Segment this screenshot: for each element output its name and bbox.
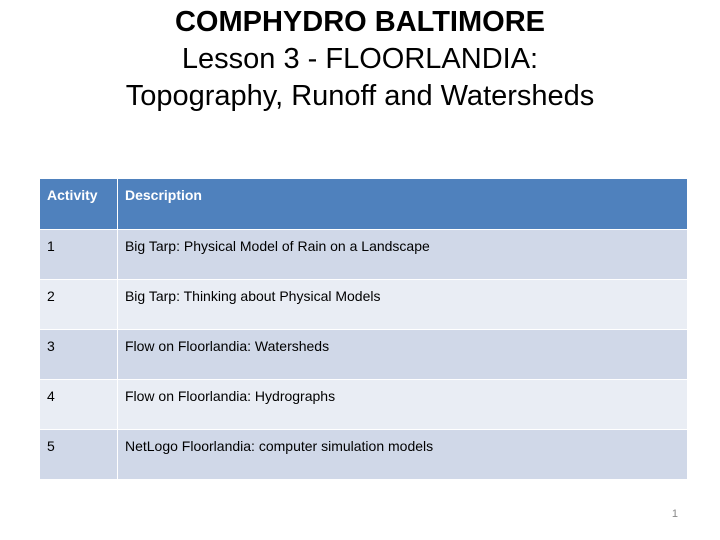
activity-description: Big Tarp: Thinking about Physical Models [117,280,687,330]
table-row [40,380,688,430]
activity-number: 1 [40,230,118,280]
title-course: COMPHYDRO BALTIMORE [174,6,545,38]
activity-number: 5 [40,430,118,480]
slide-title [0,4,720,115]
activity-description: Flow on Floorlandia: Hydrographs [117,380,687,430]
header-activity: Activity [40,179,118,230]
table-row [40,230,688,280]
title-lesson: Lesson 3 - FLOORLANDIA: [181,43,539,75]
table-row [40,280,688,330]
activity-description: Big Tarp: Physical Model of Rain on a Landscape [117,230,687,280]
table-row [40,330,688,380]
activity-number: 2 [40,280,118,330]
activity-number: 4 [40,380,118,430]
activity-description: Flow on Floorlandia: Watersheds [117,330,687,380]
title-topic: Topography, Runoff and Watersheds [125,80,595,112]
page-number: 1 [671,508,678,520]
activity-number: 3 [40,330,118,380]
activities-table [39,178,688,480]
activity-description: NetLogo Floorlandia: computer simulation models [117,430,687,480]
header-description: Description [117,179,687,230]
table-header-row [40,179,688,230]
table-row [40,430,688,480]
